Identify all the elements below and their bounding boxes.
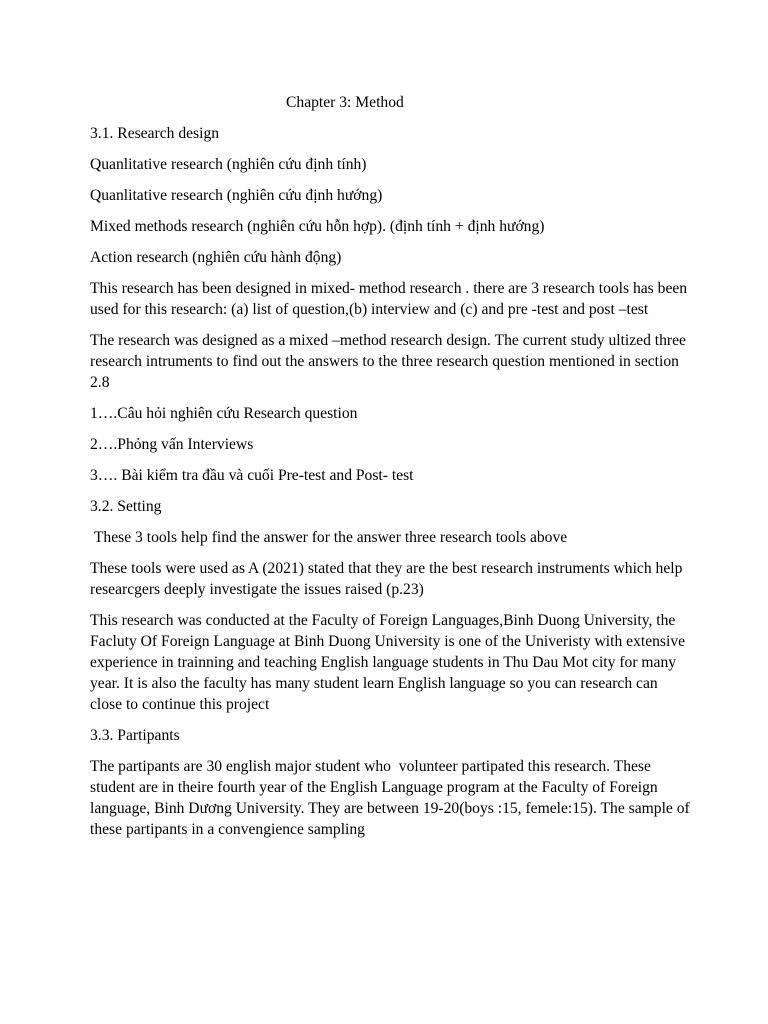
list-item: 2….Phỏng vấn Interviews: [90, 436, 254, 453]
list-item: 3…. Bài kiểm tra đầu và cuối Pre-test and Post- test: [90, 467, 414, 484]
list-item: Action research (nghiên cứu hành động): [90, 249, 342, 266]
document-body: [90, 92, 694, 850]
list-item: Quanlitative research (nghiên cứu định hướng): [90, 187, 383, 204]
section-heading-participants: 3.3. Partipants: [90, 727, 180, 744]
body-paragraph: This research has been designed in mixed- method research . there are 3 research tools has been used for this research: (a) list of question,(b) interview and (c) and pre -test and post –test: [90, 280, 688, 318]
body-paragraph: These 3 tools help find the answer for the answer three research tools above: [90, 529, 568, 546]
list-item: Mixed methods research (nghiên cứu hỗn hợp). (định tính + định hướng): [90, 218, 545, 235]
section-heading-research-design: 3.1. Research design: [90, 125, 220, 142]
chapter-title: Chapter 3: Method: [286, 94, 404, 111]
body-paragraph: These tools were used as A (2021) stated that they are the best research instruments which help researcgers deeply investigate the issues raised (p.23): [90, 560, 683, 598]
body-paragraph: The research was designed as a mixed –method research design. The current study ultized three research intruments to find out the answers to the three research question mentioned in section 2.8: [90, 332, 686, 391]
body-paragraph: This research was conducted at the Faculty of Foreign Languages,Binh Duong University, the Facluty Of Foreign Language at Binh Duong University is one of the Univeristy with extensive experience in trainning and teaching English language students in Thu Dau Mot city for many year. It is also the faculty has many student learn English language so you can research can close to continue this project: [90, 612, 686, 713]
list-item: 1….Câu hỏi nghiên cứu Research question: [90, 405, 358, 422]
body-paragraph: The partipants are 30 english major student who volunteer partipated this research. These student are in theire fourth year of the English Language program at the Faculty of Foreign language, Binh Dương University. They are between 19-20(boys :15, femele:15). The sample of these partipants in a convengience sampling: [90, 758, 694, 838]
section-heading-setting: 3.2. Setting: [90, 498, 162, 515]
list-item: Quanlitative research (nghiên cứu định tính): [90, 156, 367, 173]
